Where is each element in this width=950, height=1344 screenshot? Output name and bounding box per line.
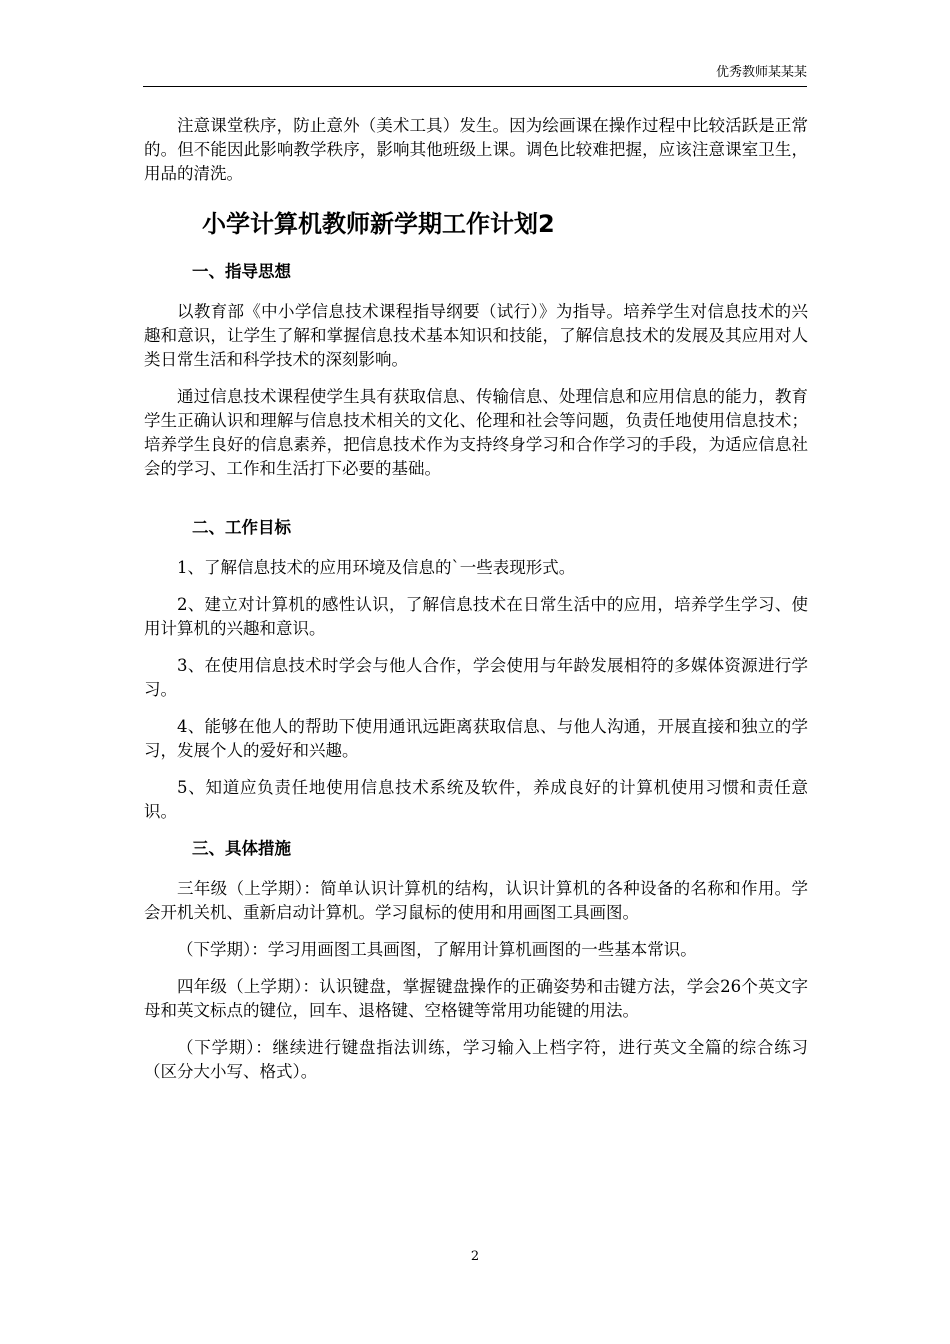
goal-item: 2、建立对计算机的感性认识，了解信息技术在日常生活中的应用，培养学生学习、使用计算机的兴趣和意识。: [144, 595, 808, 638]
section-heading-specific-measures: 三、具体措施: [192, 839, 291, 858]
goal-item: 3、在使用信息技术时学会与他人合作，学会使用与年龄发展相符的多媒体资源进行学习。: [144, 656, 808, 699]
measure-item: （下学期）：学习用画图工具画图，了解用计算机画图的一些基本常识。: [177, 940, 697, 959]
intro-paragraph: 注意课堂秩序，防止意外（美术工具）发生。因为绘画课在操作过程中比较活跃是正常的。但不能因此影响教学秩序，影响其他班级上课。调色比较难把握，应该注意课室卫生，用品的清洗。: [144, 116, 808, 183]
document-body: [144, 114, 808, 1097]
paragraph: 通过信息技术课程使学生具有获取信息、传输信息、处理信息和应用信息的能力，教育学生正确认识和理解与信息技术相关的文化、伦理和社会等问题，负责任地使用信息技术；培养学生良好的信息素养，把信息技术作为支持终身学习和合作学习的手段，为适应信息社会的学习、工作和生活打下必要的基础。: [144, 387, 808, 478]
measure-item: 三年级（上学期）：简单认识计算机的结构，认识计算机的各种设备的名称和作用。学会开机关机、重新启动计算机。学习鼠标的使用和用画图工具画图。: [144, 879, 808, 922]
goal-item: 5、知道应负责任地使用信息技术系统及软件，养成良好的计算机使用习惯和责任意识。: [144, 778, 808, 821]
measure-item: （下学期）：继续进行键盘指法训练，学习输入上档字符，进行英文全篇的综合练习（区分大小写、格式）。: [144, 1038, 808, 1081]
goal-item: 4、能够在他人的帮助下使用通讯远距离获取信息、与他人沟通，开展直接和独立的学习，发展个人的爱好和兴趣。: [144, 717, 808, 760]
page-footer: [0, 1249, 950, 1265]
section-heading-work-goals: 二、工作目标: [192, 518, 291, 537]
measure-item: 四年级（上学期）：认识键盘，掌握键盘操作的正确姿势和击键方法，学会26个英文字母和英文标点的键位，回车、退格键、空格键等常用功能键的用法。: [144, 977, 808, 1020]
spacer: [144, 494, 808, 516]
document-title: 小学计算机教师新学期工作计划2: [202, 210, 555, 238]
paragraph: 以教育部《中小学信息技术课程指导纲要（试行）》为指导。培养学生对信息技术的兴趣和意识，让学生了解和掌握信息技术基本知识和技能，了解信息技术的发展及其应用对人类日常生活和科学技术的深刻影响。: [144, 302, 808, 369]
page-header: [143, 64, 807, 87]
goal-item: 1、了解信息技术的应用环境及信息的`一些表现形式。: [177, 558, 576, 577]
section-heading-guiding-ideology: 一、指导思想: [192, 262, 291, 281]
page-number: 2: [470, 1249, 480, 1264]
header-text: 优秀教师某某某: [715, 65, 807, 80]
